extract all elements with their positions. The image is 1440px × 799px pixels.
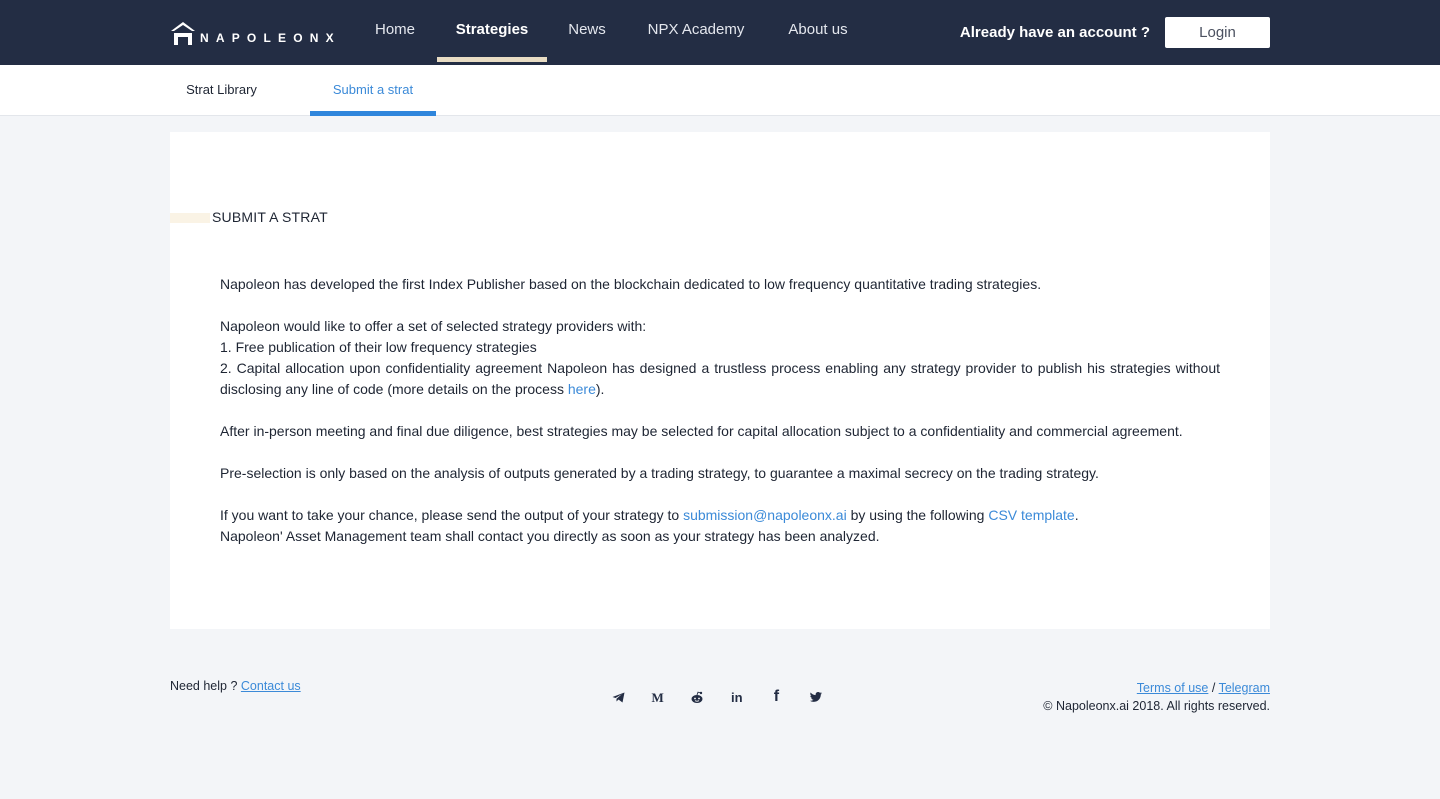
offer-item-1: 1. Free publication of their low frequency strategies <box>220 339 537 355</box>
linkedin-glyph: in <box>731 689 743 705</box>
paragraph-offer <box>220 316 1220 400</box>
paragraph-submission <box>220 505 1220 547</box>
nav-home[interactable]: Home <box>374 21 415 38</box>
legal-separator: / <box>1211 681 1216 695</box>
twitter-icon[interactable] <box>806 686 826 708</box>
tab-submit-a-strat[interactable]: Submit a strat <box>310 65 436 116</box>
paragraph-selection: After in-person meeting and final due diligence, best strategies may be selected for capital allocation subject to a confidentiality and commercial agreement. <box>220 423 1183 439</box>
nav-about-us[interactable]: About us <box>788 21 848 38</box>
login-button[interactable]: Login <box>1165 17 1270 48</box>
content-body <box>220 274 1220 568</box>
nav-strategies[interactable]: Strategies <box>437 0 547 65</box>
facebook-icon[interactable] <box>766 686 786 708</box>
submission-followup: Napoleon' Asset Management team shall contact you directly as soon as your strategy has been analyzed. <box>220 528 880 544</box>
logo-icon <box>170 20 196 46</box>
facebook-glyph: f <box>773 688 780 705</box>
offer-lead: Napoleon would like to offer a set of selected strategy providers with: <box>220 318 647 334</box>
tab-strat-library[interactable]: Strat Library <box>186 82 257 97</box>
submission-mid: by using the following <box>846 507 989 523</box>
medium-icon[interactable] <box>648 686 668 708</box>
section-title: SUBMIT A STRAT <box>212 209 328 225</box>
content-card <box>170 132 1270 629</box>
social-links <box>608 686 846 708</box>
submission-email-link[interactable]: submission@napoleonx.ai <box>683 507 847 523</box>
nav-news[interactable]: News <box>568 21 606 38</box>
csv-template-link[interactable]: CSV template <box>988 507 1075 523</box>
copyright-text: © Napoleonx.ai 2018. All rights reserved. <box>1043 699 1270 713</box>
reddit-icon[interactable] <box>687 686 707 708</box>
sub-tabs <box>0 65 1440 116</box>
submission-lead: If you want to take your chance, please send the output of your strategy to <box>220 507 684 523</box>
top-navbar <box>0 0 1440 65</box>
legal-links-row <box>1043 679 1270 697</box>
legal-links <box>1043 679 1270 715</box>
help-prompt: Need help ? <box>170 679 238 693</box>
logo-text: NAPOLEONX <box>200 31 341 45</box>
section-accent <box>170 213 210 223</box>
offer-item-2: 2. Capital allocation upon confidentiality agreement Napoleon has designed a trustless process enabling any strategy provider to publish his strategies without disclosing any line of code (more details on the process <box>220 360 1220 397</box>
account-prompt: Already have an account ? <box>959 24 1150 41</box>
offer-item-2-end: ). <box>595 381 605 397</box>
contact-us-link[interactable]: Contact us <box>240 679 301 693</box>
help-text <box>170 679 301 693</box>
telegram-link[interactable]: Telegram <box>1218 681 1270 695</box>
logo[interactable] <box>170 18 341 46</box>
linkedin-icon[interactable] <box>727 686 747 708</box>
paragraph-preselection: Pre-selection is only based on the analysis of outputs generated by a trading strategy, to guarantee a maximal secrecy on the trading strategy. <box>220 465 1099 481</box>
medium-glyph: M <box>651 689 664 705</box>
terms-of-use-link[interactable]: Terms of use <box>1136 681 1209 695</box>
nav-npx-academy[interactable]: NPX Academy <box>647 21 745 38</box>
telegram-icon[interactable] <box>608 686 628 708</box>
submission-end: . <box>1074 507 1079 523</box>
paragraph-intro: Napoleon has developed the first Index Publisher based on the blockchain dedicated to low frequency quantitative trading strategies. <box>220 276 1042 292</box>
process-details-link[interactable]: here <box>567 381 596 397</box>
